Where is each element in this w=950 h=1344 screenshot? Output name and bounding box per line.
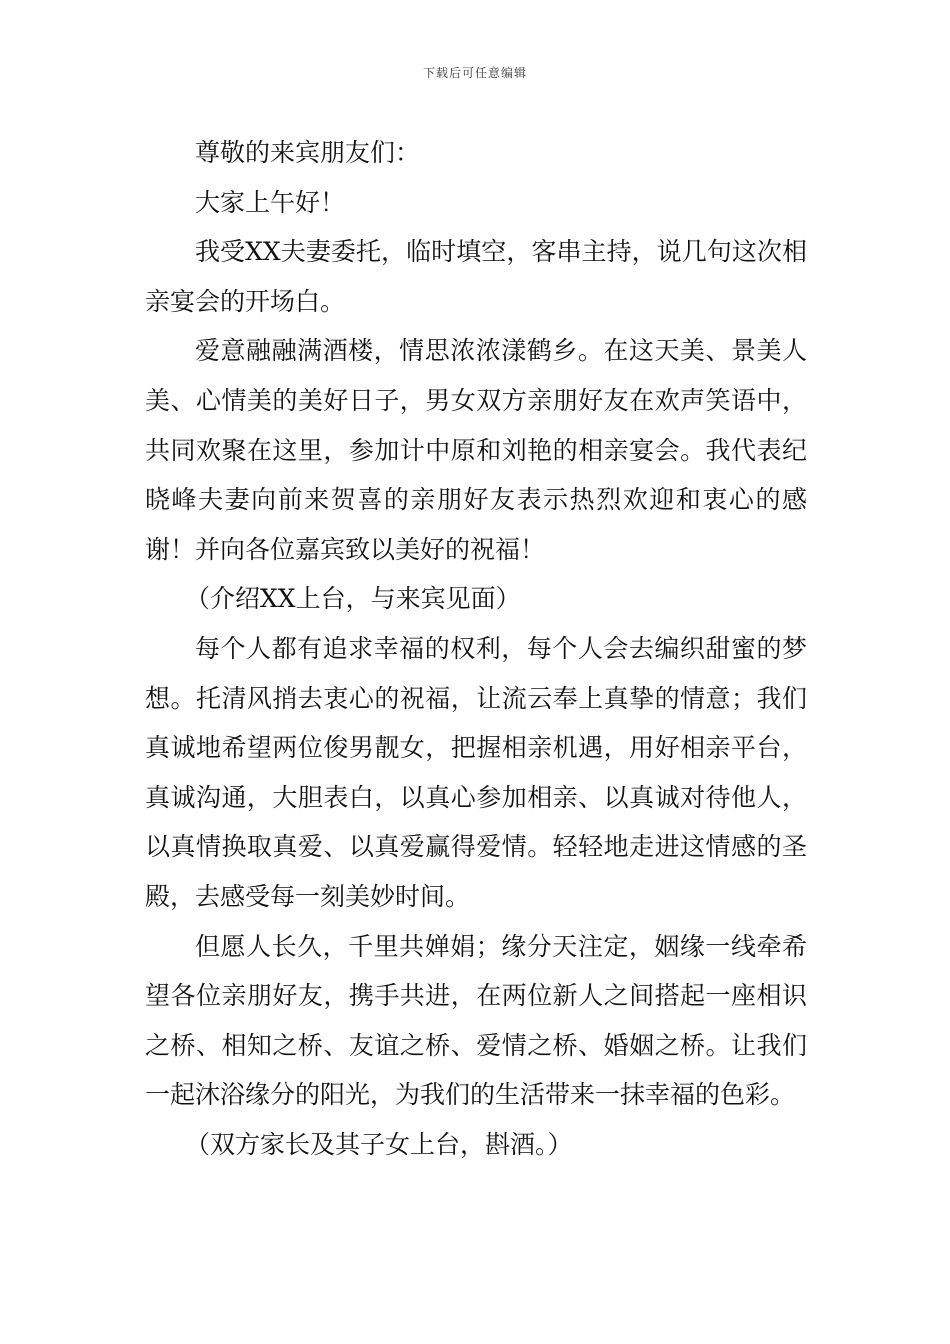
paragraph-intro: 我受XX夫妻委托，临时填空，客串主持，说几句这次相亲宴会的开场白。 <box>145 237 807 316</box>
paragraph-blessing: 但愿人长久，千里共婵娟；缘分天注定，姻缘一线牵希望各位亲朋好友，携手共进，在两位新人之间搭起一座相识之桥、相知之桥、友谊之桥、爱情之桥、婚姻之桥。让我们一起沐浴缘分的阳光，为我们的生活带来一抹幸福的色彩。 <box>145 931 807 1110</box>
stage-note-toast: （双方家长及其子女上台，斟酒。） <box>185 1129 573 1159</box>
page-header-note: 下载后可任意编辑 <box>422 66 527 80</box>
paragraph-welcome: 爱意融融满酒楼，情思浓浓漾鹤乡。在这天美、景美人美、心情美的美好日子，男女双方亲朋好友在欢声笑语中，共同欢聚在这里，参加计中原和刘艳的相亲宴会。我代表纪晓峰夫妻向前来贺喜的亲朋好友表示热烈欢迎和衷心的感谢！并向各位嘉宾致以美好的祝福！ <box>145 336 807 564</box>
greeting: 大家上午好！ <box>195 187 346 217</box>
stage-note-introduction: （介绍XX上台，与来宾见面） <box>185 584 521 614</box>
document-body <box>145 128 807 1169</box>
paragraph-wishes: 每个人都有追求幸福的权利，每个人会去编织甜蜜的梦想。托清风捎去衷心的祝福，让流云奉上真挚的情意；我们真诚地希望两位俊男靓女，把握相亲机遇，用好相亲平台，真诚沟通，大胆表白，以真心参加相亲、以真诚对待他人，以真情换取真爱、以真爱赢得爱情。轻轻地走进这情感的圣殿，去感受每一刻美妙时间。 <box>145 633 807 911</box>
salutation: 尊敬的来宾朋友们： <box>195 138 421 167</box>
